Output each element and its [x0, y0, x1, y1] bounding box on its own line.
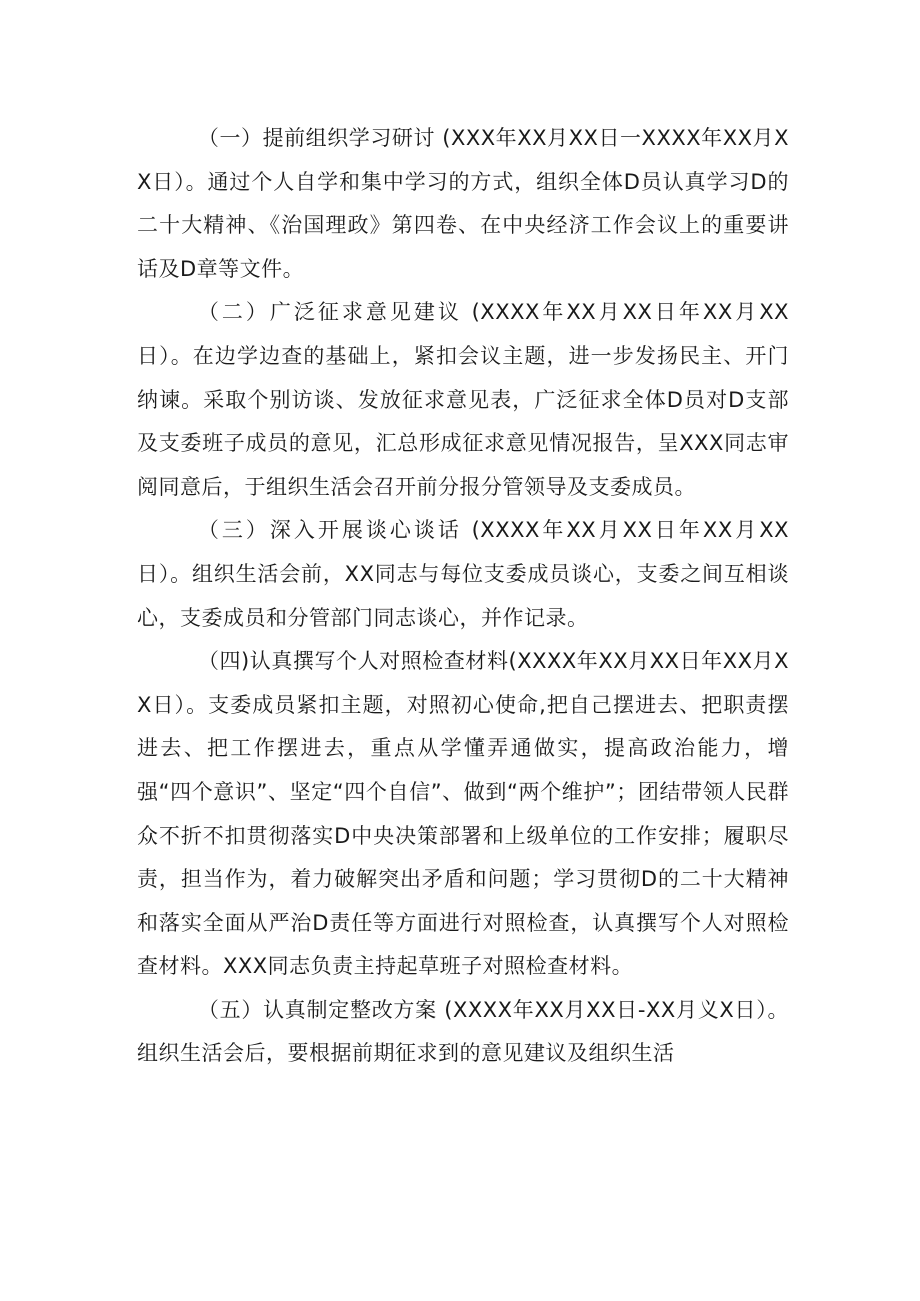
paragraph-solicit-opinions: （二）广泛征求意见建议 (XXXX年XX月XX日年XX月XX日）。在边学边查的基础上，紧扣会议主题，进一步发扬民主、开门纳谏。采取个别访谈、发放征求意见表，广泛征求全体D员对D支部及支委班子成员的意见，汇总形成征求意见情况报告，呈XXX同志审阅同意后，于组织生活会召开前分报分管领导及支委成员。: [137, 300, 789, 499]
paragraph-rectification-plan: （五）认真制定整改方案 (XXXX年XX月XX日-XX月义X日）。组织生活会后，要根据前期征求到的意见建议及组织生活: [137, 997, 789, 1066]
paragraph-heart-to-heart-talks: （三）深入开展谈心谈话 (XXXX年XX月XX日年XX月XX日）。组织生活会前，XX同志与每位支委成员谈心，支委之间互相谈心，支委成员和分管部门同志谈心，并作记录。: [137, 518, 789, 630]
paragraph-study-discussion: （一）提前组织学习研讨 (XXX年XX月XX日一XXXX年XX月XX日）。通过个人自学和集中学习的方式，组织全体D员认真学习D的二十大精神、《治国理政》第四卷、在中央经济工作会议上的重要讲话及D章等文件。: [137, 126, 789, 281]
document-body: [137, 117, 789, 1076]
paragraph-self-inspection-materials: （四)认真撰写个人对照检查材料(XXXX年XX月XX日年XX月XX日）。支委成员紧扣主题，对照初心使命,把自己摆进去、把职责摆进去、把工作摆进去，重点从学懂弄通做实，提高政治能力，增强“四个意识”、坚定“四个自信”、做到“两个维护”；团结带领人民群众不折不扣贯彻落实D中央决策部署和上级单位的工作安排；履职尽责，担当作为，着力破解突出矛盾和问题；学习贯彻D的二十大精神和落实全面从严治D责任等方面进行对照检查，认真撰写个人对照检查材料。XXX同志负责主持起草班子对照检查材料。: [137, 649, 789, 979]
